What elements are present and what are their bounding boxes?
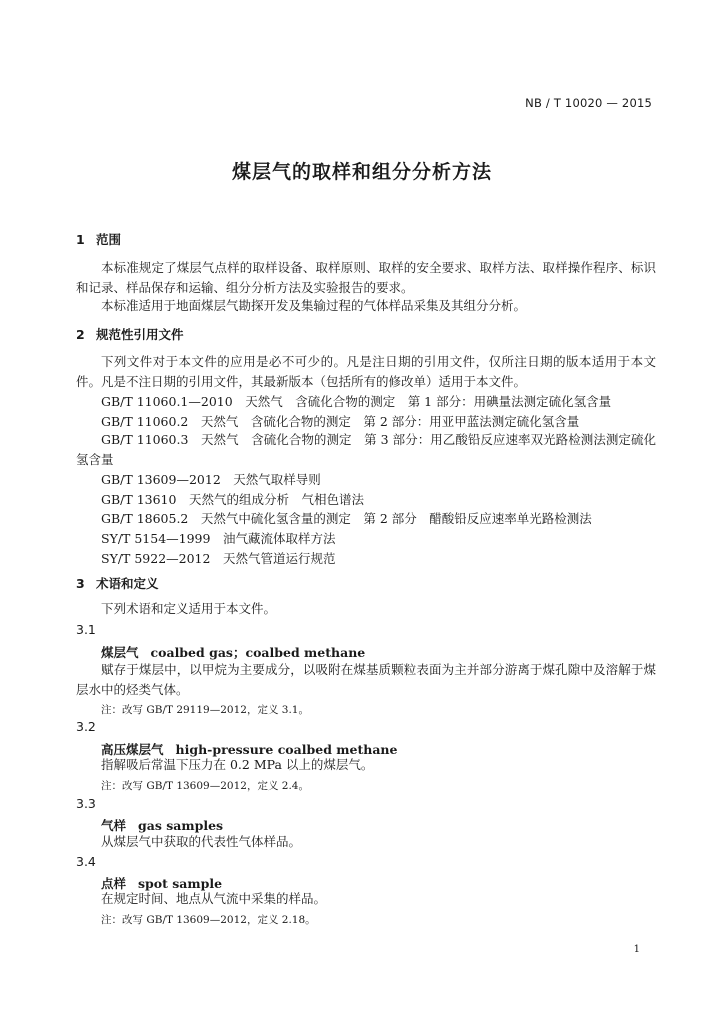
reference-item: SY/T 5922—2012 天然气管道运行规范 (101, 551, 336, 566)
section-title: 范围 (96, 232, 122, 247)
standard-code: NB / T 10020 — 2015 (525, 96, 652, 110)
term-number: 3.1 (76, 622, 96, 637)
section-1-heading (76, 230, 121, 248)
term-heading (101, 873, 222, 892)
term-en: high-pressure coalbed methane (175, 742, 398, 757)
section-3-heading (76, 574, 159, 592)
section-2-heading (76, 325, 184, 343)
term-definition: 在规定时间、地点从气流中采集的样品。 (101, 891, 327, 906)
reference-item: GB/T 11060.3 天然气 含硫化合物的测定 第 3 部分：用乙酸铅反应速率双光路检测法测定硫化氢含量 (76, 432, 656, 467)
section-number: 2 (76, 327, 85, 342)
term-definition: 从煤层气中获取的代表性气体样品。 (101, 834, 302, 849)
term-en: spot sample (138, 876, 223, 891)
term-note: 注：改写 GB/T 13609—2012，定义 2.18。 (101, 914, 316, 926)
term-zh: 高压煤层气 (101, 742, 164, 757)
section-number: 1 (76, 232, 85, 247)
term-number: 3.4 (76, 854, 96, 869)
section-title: 术语和定义 (96, 576, 159, 591)
reference-item: GB/T 18605.2 天然气中硫化氢含量的测定 第 2 部分 醋酸铅反应速率单光路检测法 (101, 511, 592, 526)
term-number: 3.3 (76, 796, 96, 811)
reference-item: GB/T 11060.1—2010 天然气 含硫化合物的测定 第 1 部分：用碘量法测定硫化氢含量 (101, 394, 612, 409)
section-title: 规范性引用文件 (96, 327, 184, 342)
term-zh: 气样 (101, 818, 127, 833)
section-3-intro: 下列术语和定义适用于本文件。 (101, 601, 277, 616)
section-1-paragraph-1: 本标准规定了煤层气点样的取样设备、取样原则、取样的安全要求、取样方法、取样操作程序、标识和记录、样品保存和运输、组分分析方法及实验报告的要求。 (76, 260, 656, 295)
term-heading (101, 739, 397, 758)
term-zh: 煤层气 (101, 645, 139, 660)
term-definition: 赋存于煤层中，以甲烷为主要成分，以吸附在煤基质颗粒表面为主并部分游离于煤孔隙中及溶解于煤层水中的烃类气体。 (76, 662, 656, 697)
page-number: 1 (633, 944, 640, 955)
term-en: gas samples (138, 818, 224, 833)
reference-item: GB/T 13609—2012 天然气取样导则 (101, 472, 321, 487)
section-2-intro: 下列文件对于本文件的应用是必不可少的。凡是注日期的引用文件，仅所注日期的版本适用于本文件。凡是不注日期的引用文件，其最新版本（包括所有的修改单）适用于本文件。 (76, 354, 656, 389)
document-title: 煤层气的取样和组分分析方法 (231, 161, 492, 183)
term-number: 3.2 (76, 719, 96, 734)
term-heading (101, 815, 223, 834)
reference-item: GB/T 13610 天然气的组成分析 气相色谱法 (101, 492, 364, 507)
term-heading (101, 642, 365, 661)
term-definition: 指解吸后常温下压力在 0.2 MPa 以上的煤层气。 (101, 757, 374, 772)
section-1-paragraph-2: 本标准适用于地面煤层气勘探开发及集输过程的气体样品采集及其组分分析。 (101, 298, 527, 313)
reference-item: GB/T 11060.2 天然气 含硫化合物的测定 第 2 部分：用亚甲蓝法测定硫化氢含量 (101, 414, 580, 429)
reference-item: SY/T 5154—1999 油气藏流体取样方法 (101, 531, 336, 546)
term-note: 注：改写 GB/T 13609—2012，定义 2.4。 (101, 780, 309, 792)
term-zh: 点样 (101, 876, 127, 891)
section-number: 3 (76, 576, 85, 591)
term-note: 注：改写 GB/T 29119—2012，定义 3.1。 (101, 704, 309, 716)
term-en: coalbed gas；coalbed methane (150, 645, 366, 660)
